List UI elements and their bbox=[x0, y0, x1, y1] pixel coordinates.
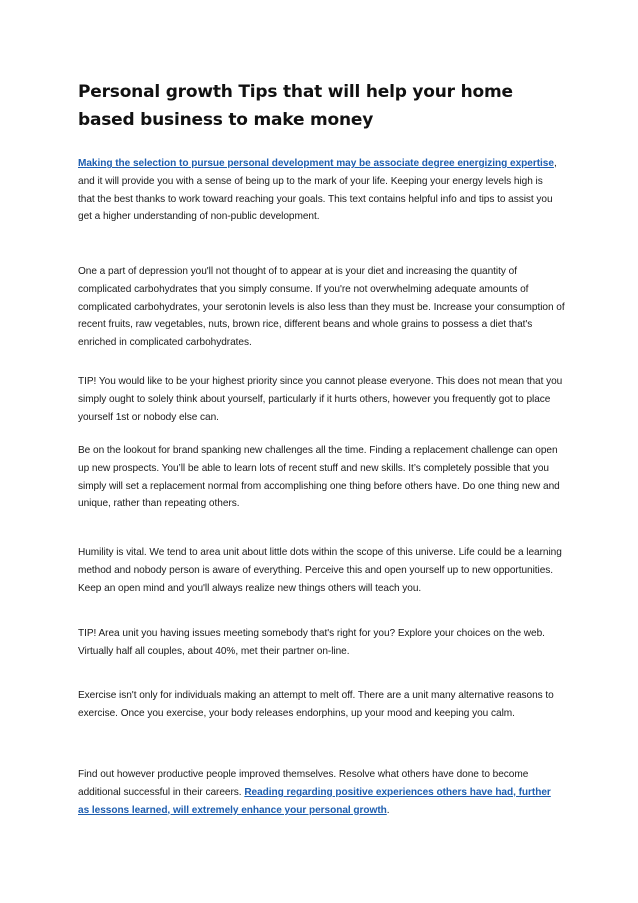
paragraph-7: Exercise isn't only for individuals making an attempt to melt off. There are a unit many alternative reasons to exercise. Once you exercise, your body releases endorphins, up your mood and keeping you calm. bbox=[78, 690, 554, 719]
paragraph-1 bbox=[78, 155, 562, 226]
paragraph-8-tail: . bbox=[386, 804, 390, 816]
paragraph-2: One a part of depression you'll not thought of to appear at is your diet and increasing the quantity of complicated carbohydrates that you simply consume. If you're not overwhelming adequate amounts of complicated carbohydrates, your serotonin levels is also less than they must be. Increase your consumption of recent fruits, raw vegetables, nuts, brown rice, different beans and whole grains to possess a diet that's enriched in complicated carbohydrates. bbox=[78, 266, 565, 349]
positive-experiences-link[interactable]: Reading regarding positive experiences others have had, further as lessons learned, will extremely enhance your personal growth bbox=[78, 786, 551, 816]
paragraph-6: TIP! Area unit you having issues meeting somebody that's right for you? Explore your choices on the web. Virtually half all couples, about 40%, met their partner on-line. bbox=[78, 628, 545, 657]
paragraph-8-text: Find out however productive people improved themselves. Resolve what others have done to become additional successful in their careers. bbox=[78, 769, 529, 798]
paragraph-4: Be on the lookout for brand spanking new challenges all the time. Finding a replacement challenge can open up new prospects. You’ll be able to learn lots of recent stuff and new skills. It’s completely possible that you simply will set a replacement normal from accomplishing one thing before others have. Do one thing new and unique, rather than repeating others. bbox=[78, 445, 560, 510]
paragraph-3: TIP! You would like to be your highest priority since you cannot please everyone. This does not mean that you simply ought to solely think about yourself, particularly if it hurts others, however you frequently got to place yourself 1st or nobody else can. bbox=[78, 376, 563, 423]
paragraph-5: Humility is vital. We tend to area unit about little dots within the scope of this universe. Life could be a learning method and nobody person is aware of everything. Perceive this and open yourself up to new opportunities. Keep an open mind and you'll always realize new things others will teach you. bbox=[78, 547, 562, 594]
personal-development-link[interactable]: Making the selection to pursue personal development may be associate degree energizing expertise bbox=[78, 158, 554, 169]
paragraph-1-text: , and it will provide you with a sense of being up to the mark of your life. Keeping your energy levels high is that the best thanks to work toward reaching your goals. This text contains helpful info and tips to assist you get a higher understanding of non-public development. bbox=[78, 158, 557, 223]
document-title: Personal growth Tips that will help your home based business to make money bbox=[78, 82, 513, 130]
paragraph-8 bbox=[78, 766, 564, 819]
